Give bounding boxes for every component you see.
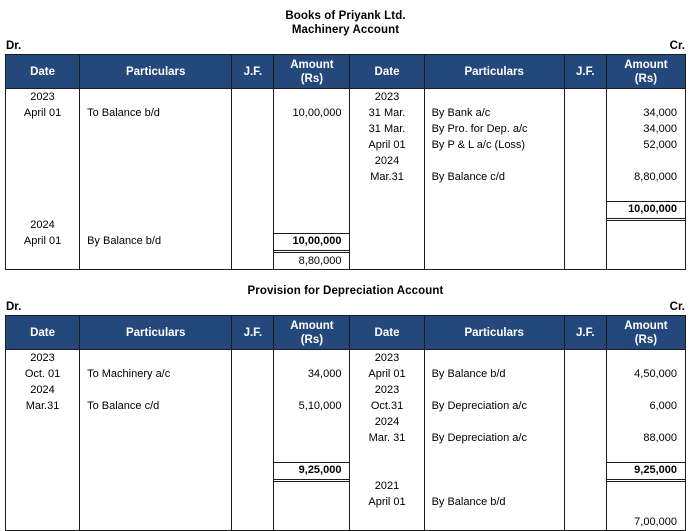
cell-line: 2024 [374, 155, 400, 167]
cell-line: By Depreciation a/c [431, 400, 527, 412]
cell-line: 7,00,000 [634, 516, 677, 528]
debit-amount-column [274, 89, 350, 270]
cell-line: 8,80,000 [634, 171, 677, 183]
column-total: 10,00,000 [607, 201, 685, 221]
cell-line: 2024 [374, 416, 400, 428]
header-particulars-credit: Particulars [424, 316, 564, 350]
cell-line [565, 446, 606, 462]
cell-line [350, 233, 423, 249]
cell-line [425, 382, 564, 398]
debit-jf-column [232, 350, 274, 531]
cell-line [350, 185, 423, 201]
header-amount-credit-line2: (Rs) [634, 72, 658, 85]
cell-line [274, 382, 349, 398]
account2-title-block [5, 270, 686, 298]
cell-line: 34,000 [643, 107, 677, 119]
cell-line [6, 446, 79, 462]
cell-line [6, 494, 79, 510]
cell-line [274, 169, 349, 185]
debit-particulars-column [80, 350, 232, 531]
cell-line [565, 89, 606, 105]
cell-line [80, 414, 231, 430]
cell-line [232, 105, 273, 121]
cell-line [232, 430, 273, 446]
cell-line: April 01 [368, 139, 406, 151]
cell-line: Oct. 01 [24, 368, 61, 380]
cell-line: Mar.31 [25, 400, 60, 412]
cell-line: 2023 [374, 384, 400, 396]
cell-line [607, 482, 685, 498]
cell-line [80, 382, 231, 398]
cell-line [425, 185, 564, 201]
cell-line [274, 89, 349, 105]
credit-particulars-column [424, 350, 564, 531]
cell-line [232, 153, 273, 169]
debit-amount-column [274, 350, 350, 531]
header-jf-credit: J.F. [564, 55, 606, 89]
cell-line: April 01 [368, 368, 406, 380]
header-particulars-credit: Particulars [424, 55, 564, 89]
header-jf-debit: J.F. [232, 55, 274, 89]
cell-line [80, 430, 231, 446]
cell-line [80, 137, 231, 153]
cell-line: To Machinery a/c [87, 368, 171, 380]
cell-line [232, 217, 273, 233]
credit-date-column [350, 89, 424, 270]
header-date-debit: Date [6, 55, 80, 89]
cell-line [565, 494, 606, 510]
cell-line: To Balance c/d [87, 400, 160, 412]
cell-line [274, 153, 349, 169]
cell-line [425, 350, 564, 366]
cell-line [232, 89, 273, 105]
cell-line [80, 446, 231, 462]
cell-line [6, 153, 79, 169]
credit-jf-column [564, 350, 606, 531]
header-date-debit: Date [6, 316, 80, 350]
header-amount-debit [274, 316, 350, 350]
header-amount-debit-line2: (Rs) [300, 333, 324, 346]
cell-line [607, 350, 685, 366]
cell-line [565, 414, 606, 430]
cell-line [425, 217, 564, 233]
cell-line [232, 398, 273, 414]
cell-line [565, 137, 606, 153]
cell-line: By Balance b/d [87, 235, 162, 247]
cell-line [274, 185, 349, 201]
cell-line: 31 Mar. [368, 107, 406, 119]
cell-line [274, 498, 349, 514]
credit-particulars-column [424, 89, 564, 270]
cell-line [6, 201, 79, 217]
cell-line [274, 350, 349, 366]
header-amount-debit-line1: Amount [290, 58, 334, 71]
header-amount-credit-line1: Amount [624, 319, 668, 332]
credit-amount-column [606, 89, 685, 270]
table-body-row [6, 350, 686, 531]
header-jf-credit: J.F. [564, 316, 606, 350]
cell-line [607, 446, 685, 462]
cell-line: 5,10,000 [298, 400, 342, 412]
cell-line [565, 462, 606, 478]
cell-line: By Depreciation a/c [431, 432, 527, 444]
cell-line [232, 366, 273, 382]
cell-line [80, 478, 231, 494]
cell-line [565, 185, 606, 201]
cell-line [565, 350, 606, 366]
account2-title: Provision for Depreciation Account [247, 285, 444, 297]
cell-line [80, 462, 231, 478]
cell-line: 2024 [30, 384, 55, 396]
cell-line [80, 121, 231, 137]
cell-line [425, 414, 564, 430]
cell-line [6, 185, 79, 201]
cell-line [274, 137, 349, 153]
column-total: 9,25,000 [274, 462, 349, 482]
cell-line [232, 169, 273, 185]
cell-line [565, 382, 606, 398]
credit-amount-column [606, 350, 685, 531]
cell-line: By Balance b/d [431, 368, 506, 380]
cell-line [6, 414, 79, 430]
cell-line [350, 462, 423, 478]
cell-line [80, 185, 231, 201]
cell-line [232, 478, 273, 494]
cell-line [80, 153, 231, 169]
cell-line [80, 201, 231, 217]
cell-line: 34,000 [307, 368, 342, 380]
cell-line [565, 121, 606, 137]
cell-line [350, 201, 423, 217]
cell-line [274, 121, 349, 137]
account1-credit-label: Cr. [669, 40, 685, 52]
cell-line [565, 105, 606, 121]
cell-line: April 01 [23, 107, 62, 119]
cell-line [6, 137, 79, 153]
cell-line [607, 153, 685, 169]
cell-line [565, 398, 606, 414]
cell-line [80, 169, 231, 185]
account1-title: Machinery Account [291, 24, 400, 36]
cell-line: 2021 [374, 480, 400, 492]
cell-line [274, 446, 349, 462]
cell-line: 2024 [30, 219, 55, 231]
cell-line: 2023 [30, 91, 55, 103]
cell-line [274, 482, 349, 498]
table-header-row [6, 55, 686, 89]
cell-line [565, 217, 606, 233]
cell-line [565, 233, 606, 249]
cell-line [607, 237, 685, 253]
header-amount-debit-line2: (Rs) [300, 72, 324, 85]
cell-line: By Pro. for Dep. a/c [431, 123, 528, 135]
account1-dr-cr-row [5, 37, 686, 54]
cell-line: April 01 [368, 496, 406, 508]
cell-line: 2023 [374, 352, 400, 364]
cell-line [274, 430, 349, 446]
cell-line [232, 185, 273, 201]
cell-line: April 01 [23, 235, 62, 247]
cell-line [607, 253, 685, 269]
header-amount-credit [606, 316, 685, 350]
cell-line [6, 462, 79, 478]
cell-line: 4,50,000 [634, 368, 677, 380]
cell-line: By Balance b/d [431, 496, 506, 508]
account1-debit-label: Dr. [6, 40, 22, 52]
cell-line [565, 201, 606, 217]
cell-line: 52,000 [643, 139, 677, 151]
debit-jf-column [232, 89, 274, 270]
cell-line [425, 89, 564, 105]
account2-debit-label: Dr. [6, 301, 22, 313]
cell-line [565, 153, 606, 169]
header-amount-credit [606, 55, 685, 89]
cell-line [425, 462, 564, 478]
cell-line [80, 217, 231, 233]
debit-date-column [6, 350, 80, 531]
cell-line [607, 382, 685, 398]
cell-line [607, 414, 685, 430]
cell-line [232, 414, 273, 430]
cell-line [6, 430, 79, 446]
cell-line: By Bank a/c [431, 107, 491, 119]
header-particulars-debit: Particulars [80, 316, 232, 350]
cell-line [232, 446, 273, 462]
cell-line [80, 89, 231, 105]
cell-line [232, 350, 273, 366]
header-particulars-debit: Particulars [80, 55, 232, 89]
column-total: 9,25,000 [607, 462, 685, 482]
header-date-credit: Date [350, 316, 424, 350]
header-amount-debit [274, 55, 350, 89]
cell-line [425, 446, 564, 462]
cell-line [607, 185, 685, 201]
cell-line [607, 89, 685, 105]
debit-date-column [6, 89, 80, 270]
cell-line [274, 414, 349, 430]
header-jf-debit: J.F. [232, 316, 274, 350]
cell-line [565, 366, 606, 382]
account1-title-block [5, 0, 686, 37]
cell-line [350, 217, 423, 233]
cell-line [565, 169, 606, 185]
cell-line: 88,000 [643, 432, 677, 444]
cell-line: By Balance c/d [431, 171, 505, 183]
cell-line [274, 217, 349, 233]
column-total: 10,00,000 [274, 233, 349, 253]
header-amount-credit-line2: (Rs) [634, 333, 658, 346]
table-body-row [6, 89, 686, 270]
cell-line: 6,000 [649, 400, 677, 412]
cell-line [274, 201, 349, 217]
credit-date-column [350, 350, 424, 531]
provision-for-depreciation-account-table [5, 315, 686, 531]
books-title: Books of Priyank Ltd. [285, 10, 406, 22]
cell-line: Mar.31 [370, 171, 404, 183]
cell-line [607, 221, 685, 237]
credit-jf-column [564, 89, 606, 270]
cell-line [607, 498, 685, 514]
debit-particulars-column [80, 89, 232, 270]
cell-line [6, 121, 79, 137]
header-amount-credit-line1: Amount [624, 58, 668, 71]
cell-line [425, 478, 564, 494]
header-amount-debit-line1: Amount [290, 319, 334, 332]
cell-line [232, 382, 273, 398]
cell-line [274, 514, 349, 530]
header-date-credit: Date [350, 55, 424, 89]
cell-line: 10,00,000 [292, 107, 342, 119]
cell-line [425, 201, 564, 217]
table-header-row [6, 316, 686, 350]
cell-line [80, 494, 231, 510]
cell-line: 2023 [374, 91, 400, 103]
cell-line [232, 137, 273, 153]
cell-line: By P & L a/c (Loss) [431, 139, 526, 151]
cell-line [232, 201, 273, 217]
cell-line: Oct.31 [370, 400, 404, 412]
cell-line [232, 233, 273, 249]
cell-line: 8,80,000 [298, 255, 342, 267]
cell-line: Mar. 31 [368, 432, 406, 444]
cell-line: 34,000 [643, 123, 677, 135]
cell-line [350, 446, 423, 462]
cell-line [425, 153, 564, 169]
cell-line [6, 169, 79, 185]
account2-dr-cr-row [5, 298, 686, 315]
cell-line [232, 121, 273, 137]
cell-line [80, 350, 231, 366]
account2-credit-label: Cr. [669, 301, 685, 313]
cell-line [232, 494, 273, 510]
cell-line [6, 478, 79, 494]
cell-line [232, 462, 273, 478]
cell-line [565, 430, 606, 446]
machinery-account-table [5, 54, 686, 270]
cell-line: 31 Mar. [368, 123, 406, 135]
cell-line: 2023 [30, 352, 55, 364]
cell-line [425, 233, 564, 249]
cell-line: To Balance b/d [87, 107, 160, 119]
cell-line [565, 478, 606, 494]
